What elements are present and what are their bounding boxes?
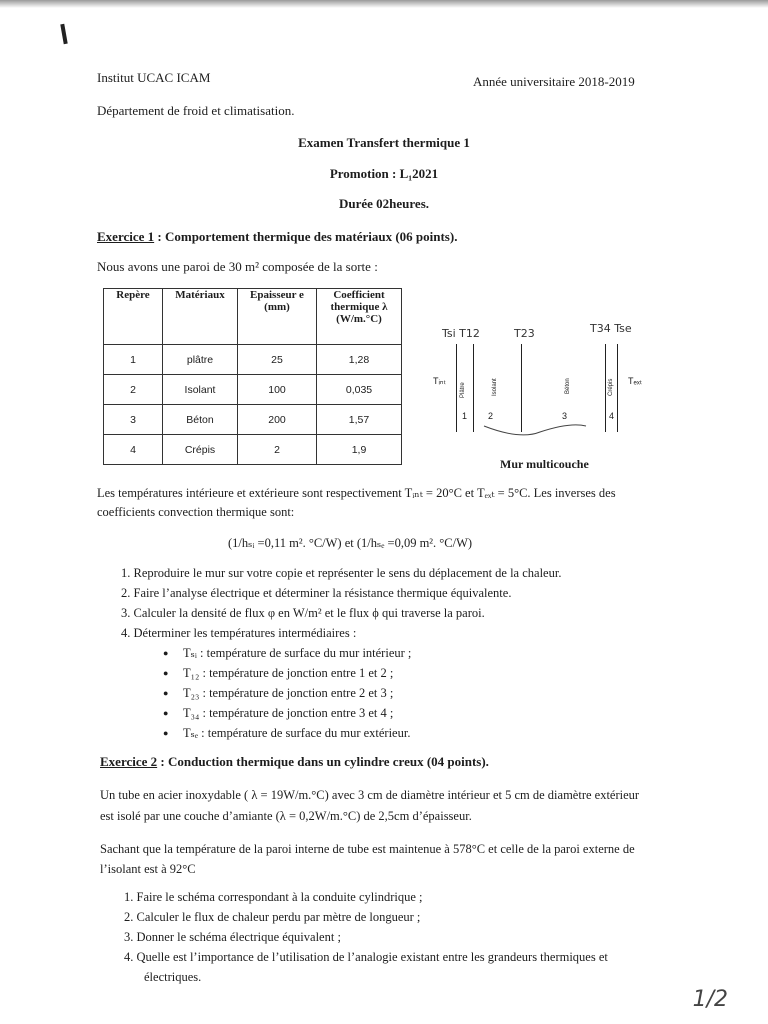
cell: 1 bbox=[104, 345, 163, 375]
exercise-2-label: Exercice 2 bbox=[100, 754, 158, 769]
question-item: 3. Calculer la densité de flux φ en W/m² et le flux ϕ qui traverse la paroi. bbox=[121, 606, 485, 620]
table-header-row bbox=[104, 289, 402, 345]
temperature-item: ● T₃₄ : température de jonction entre 3 et 4 ; bbox=[183, 703, 561, 723]
academic-year: Année universitaire 2018-2019 bbox=[473, 74, 635, 89]
question-item: 2. Faire l’analyse électrique et déterminer la résistance thermique équivalente. bbox=[121, 586, 512, 600]
t-ext-label: Tₑₓₜ bbox=[628, 376, 643, 386]
layer-label: Crépis bbox=[608, 378, 614, 396]
table-row bbox=[104, 375, 402, 405]
col-repere: Repère bbox=[104, 289, 163, 345]
question-item: 4. Quelle est l’importance de l’utilisation de l’analogie existant entre les grandeurs thermiques et bbox=[124, 950, 608, 964]
institute: Institut UCAC ICAM bbox=[97, 70, 211, 85]
diagram-caption: Mur multicouche bbox=[500, 457, 589, 471]
cell: 2 bbox=[104, 375, 163, 405]
cell: 1,9 bbox=[317, 435, 402, 465]
t-int-label: Tᵢₙₜ bbox=[433, 376, 447, 386]
wall-line bbox=[473, 344, 474, 432]
temperature-item: ● T₁₂ : température de jonction entre 1 et 2 ; bbox=[183, 663, 561, 683]
question-item: 2. Calculer le flux de chaleur perdu par mètre de longueur ; bbox=[124, 910, 421, 924]
question-4-text: 4. Déterminer les températures intermédiaires : bbox=[121, 626, 357, 640]
exercise-1-intro: Nous avons une paroi de 30 m² composée de la sorte : bbox=[97, 259, 378, 274]
layer-number: 1 bbox=[462, 411, 468, 421]
cell: 3 bbox=[104, 405, 163, 435]
question-item bbox=[121, 623, 561, 743]
layer-label: Isolant bbox=[492, 378, 498, 396]
handdrawn-brace bbox=[480, 420, 590, 440]
temperature-item: ● T₂₃ : température de jonction entre 2 et 3 ; bbox=[183, 683, 561, 703]
convection-formula: (1/hₛᵢ =0,11 m². °C/W) et (1/hₛₑ =0,09 m². °C/W) bbox=[228, 536, 473, 550]
wall-line bbox=[521, 344, 522, 432]
cell: Crépis bbox=[163, 435, 238, 465]
cell: 0,035 bbox=[317, 375, 402, 405]
department: Département de froid et climatisation. bbox=[97, 103, 295, 118]
col-materiaux: Matériaux bbox=[163, 289, 238, 345]
exercise-2-title: : Conduction thermique dans un cylindre creux (04 points). bbox=[157, 754, 489, 769]
exercise-1-title: : Comportement thermique des matériaux (06 points). bbox=[154, 229, 458, 244]
table-row bbox=[104, 435, 402, 465]
wall-line bbox=[617, 344, 618, 432]
cell: 1,57 bbox=[317, 405, 402, 435]
table-row bbox=[104, 345, 402, 375]
col-coefficient: Coefficient thermique λ (W/m.°C) bbox=[317, 289, 402, 345]
materials-table bbox=[103, 288, 402, 465]
temperature-item: ● Tₛₑ : température de surface du mur extérieur. bbox=[183, 723, 561, 743]
exam-promotion: Promotion : L₁2021 bbox=[329, 166, 439, 181]
temperatures-text-2: coefficients convection thermique sont: bbox=[97, 505, 295, 519]
exercise-2-questions bbox=[124, 887, 608, 987]
cell: 100 bbox=[238, 375, 317, 405]
wall-line bbox=[456, 344, 457, 432]
layer-number: 2 bbox=[488, 411, 494, 421]
cell: Béton bbox=[163, 405, 238, 435]
question-item: 1. Faire le schéma correspondant à la conduite cylindrique ; bbox=[124, 890, 423, 904]
page-number: 1/2 bbox=[692, 987, 728, 1012]
cell: 1,28 bbox=[317, 345, 402, 375]
exercise-2-heading bbox=[100, 754, 489, 770]
exercise-2-p1a: Un tube en acier inoxydable ( λ = 19W/m.°C) avec 3 cm de diamètre intérieur et 5 cm de diamètre extérieur bbox=[100, 788, 640, 802]
exercise-2-p1b: est isolé par une couche d’amiante (λ = 0,2W/m.°C) de 2,5cm d’épaisseur. bbox=[100, 809, 472, 823]
temperature-item: ● Tₛᵢ : température de surface du mur intérieur ; bbox=[183, 643, 561, 663]
cell: 4 bbox=[104, 435, 163, 465]
table-row bbox=[104, 405, 402, 435]
temperatures-text: Les températures intérieure et extérieure sont respectivement Tᵢₙₜ = 20°C et Tₑₓₜ = 5°C. Les inverses des bbox=[97, 486, 616, 500]
exam-duration: Durée 02heures. bbox=[338, 196, 430, 211]
question-item: 3. Donner le schéma électrique équivalent ; bbox=[124, 930, 341, 944]
exercise-1-label: Exercice 1 bbox=[97, 229, 155, 244]
exercise-2-p2a: Sachant que la température de la paroi interne de tube est maintenue à 578°C et celle de la paroi externe de bbox=[100, 842, 635, 856]
scan-top-edge bbox=[0, 0, 768, 8]
cell: 25 bbox=[238, 345, 317, 375]
scan-mark bbox=[60, 24, 67, 44]
question-continuation: électriques. bbox=[144, 970, 202, 984]
col-epaisseur: Epaisseur e (mm) bbox=[238, 289, 317, 345]
cell: Isolant bbox=[163, 375, 238, 405]
layer-number: 3 bbox=[562, 411, 568, 421]
layer-label: Béton bbox=[565, 378, 571, 394]
layer-label: Plâtre bbox=[460, 382, 466, 398]
wall-line bbox=[605, 344, 606, 432]
exercise-1-questions bbox=[121, 563, 561, 743]
exercise-1-heading bbox=[97, 229, 457, 245]
layer-number: 4 bbox=[609, 411, 615, 421]
label-tsi-t12: Tsi T12 bbox=[442, 327, 480, 340]
label-t23: T23 bbox=[514, 327, 535, 340]
cell: 2 bbox=[238, 435, 317, 465]
cell: 200 bbox=[238, 405, 317, 435]
question-item: 1. Reproduire le mur sur votre copie et représenter le sens du déplacement de la chaleur. bbox=[121, 566, 562, 580]
exam-title: Examen Transfert thermique 1 bbox=[298, 135, 470, 150]
cell: plâtre bbox=[163, 345, 238, 375]
exercise-2-p2b: l’isolant est à 92°C bbox=[100, 862, 196, 876]
temperature-list bbox=[121, 643, 561, 743]
label-t34-tse: T34 Tse bbox=[590, 322, 632, 335]
